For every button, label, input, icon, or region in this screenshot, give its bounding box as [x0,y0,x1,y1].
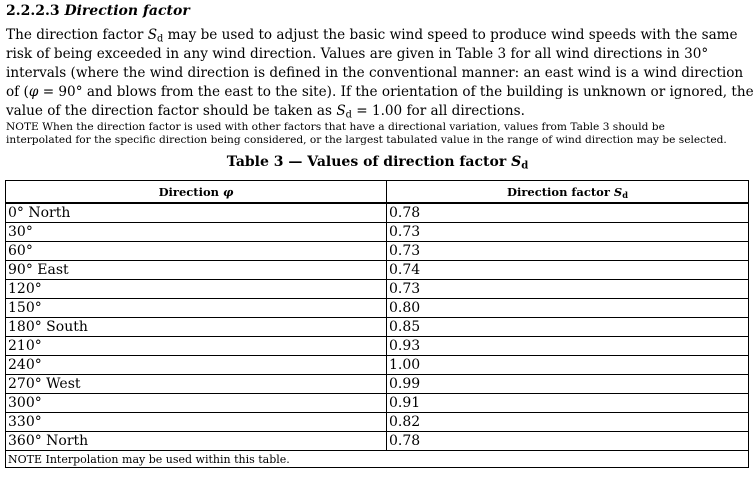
section-heading [6,3,190,19]
caption-text: Table 3 — Values of direction factor [226,154,512,170]
table-row [6,242,749,261]
paragraph-line [6,26,751,45]
paragraph-text: of ( [6,84,29,100]
table-row [6,261,749,280]
subscript-d: d [521,160,529,172]
factor-cell: 0.80 [387,299,749,318]
section-number: 2.2.2.3 [6,3,60,19]
factor-cell: 0.82 [387,413,749,432]
direction-cell: 30° [6,223,387,242]
direction-cell: 360° North [6,432,387,451]
header-direction [6,181,387,204]
paragraph-line [6,83,754,102]
factor-cell: 1.00 [387,356,749,375]
section-title: Direction factor [64,3,190,19]
table-footnote: NOTE Interpolation may be used within this table. [6,451,749,468]
factor-cell: 0.78 [387,203,749,223]
note-line: interpolated for the specific direction being considered, or the largest tabulated value in the range of wind direction may be selected. [6,133,727,146]
table-row [6,280,749,299]
table-row [6,318,749,337]
table-row [6,203,749,223]
factor-cell: 0.85 [387,318,749,337]
direction-cell: 0° North [6,203,387,223]
subscript-d: d [345,109,352,121]
note-block [6,121,751,146]
direction-cell: 240° [6,356,387,375]
direction-cell: 90° East [6,261,387,280]
subscript-d: d [622,189,628,200]
header-text: Direction [158,184,224,199]
direction-cell: 330° [6,413,387,432]
paragraph-line [6,102,751,121]
factor-cell: 0.78 [387,432,749,451]
body-paragraph [6,26,754,121]
table-row [6,223,749,242]
direction-cell: 120° [6,280,387,299]
factor-cell: 0.93 [387,337,749,356]
factor-cell: 0.74 [387,261,749,280]
table-row [6,413,749,432]
table-row [6,337,749,356]
header-text: Direction factor [507,184,614,199]
table-footnote-row [6,451,749,468]
direction-cell: 60° [6,242,387,261]
table-row [6,375,749,394]
factor-cell: 0.99 [387,375,749,394]
note-line: NOTE When the direction factor is used with other factors that have a directional variation, values from Table 3 should be [6,121,665,133]
paragraph-text: may be used to adjust the basic wind speed to produce wind speeds with the same [163,27,738,43]
direction-cell: 180° South [6,318,387,337]
factor-cell: 0.73 [387,280,749,299]
paragraph-line: intervals (where the wind direction is defined in the conventional manner: an east wind is a wind direction [6,65,744,81]
table-row [6,432,749,451]
factor-cell: 0.73 [387,242,749,261]
symbol-s: S [613,184,623,199]
subscript-d: d [157,33,164,45]
table-caption [0,154,755,170]
direction-cell: 300° [6,394,387,413]
direction-cell: 270° West [6,375,387,394]
paragraph-text: value of the direction factor should be taken as [6,103,337,119]
direction-factor-table [5,180,749,468]
table-row [6,299,749,318]
paragraph-text: = 1.00 for all directions. [351,103,525,119]
symbol-s: S [511,154,522,170]
header-factor [387,181,749,204]
symbol-s: S [147,27,158,43]
table-row [6,394,749,413]
symbol-phi: φ [28,84,39,100]
direction-cell: 150° [6,299,387,318]
paragraph-text: = 90° and blows from the east to the site). If the orientation of the building is unknown or ignored, the [38,84,754,100]
factor-cell: 0.91 [387,394,749,413]
symbol-s: S [336,103,346,119]
direction-cell: 210° [6,337,387,356]
paragraph-text: The direction factor [6,27,148,43]
factor-cell: 0.73 [387,223,749,242]
symbol-phi: φ [223,184,234,199]
table-header-row [6,181,749,204]
paragraph-line: risk of being exceeded in any wind direction. Values are given in Table 3 for all wind directions in 30° [6,46,709,62]
table-row [6,356,749,375]
